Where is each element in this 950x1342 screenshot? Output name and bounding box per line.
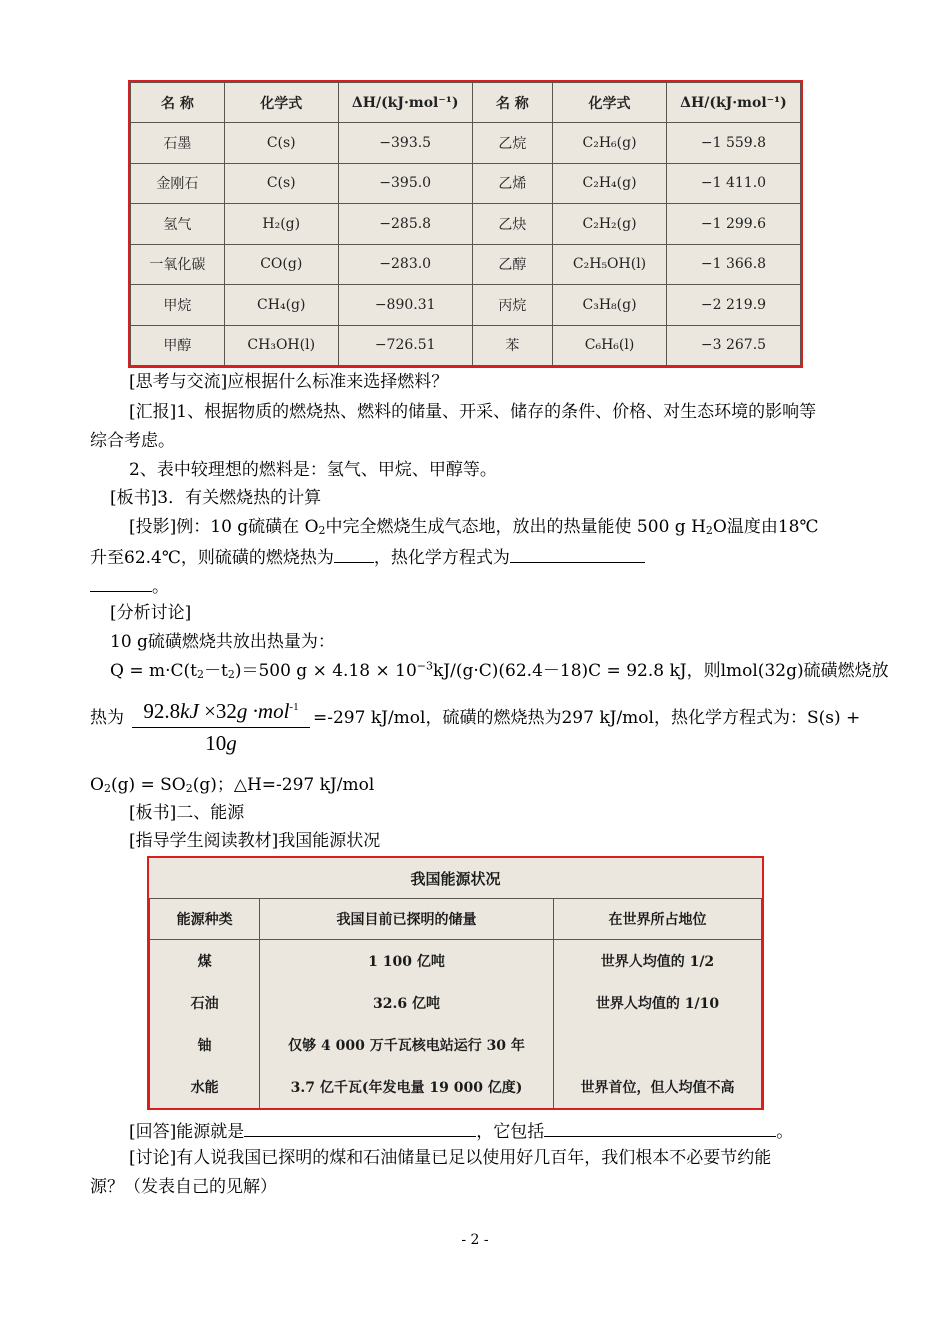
header-world-rank: 在世界所占地位 (553, 899, 761, 940)
table-cell: −395.0 (338, 163, 472, 204)
table-cell: 乙炔 (472, 204, 552, 245)
table-cell: CO(g) (224, 244, 338, 285)
subscript: 2 (103, 782, 111, 795)
fraction-bar (132, 727, 310, 728)
table-cell: 乙烷 (472, 123, 552, 164)
table-cell (553, 1024, 761, 1066)
report-line-2: 2、表中较理想的燃料是：氢气、甲烷、甲醇等。 (129, 460, 497, 480)
table-cell: −726.51 (338, 325, 472, 366)
table-cell: −3 267.5 (666, 325, 800, 366)
table-header-row (150, 899, 762, 940)
header-formula-1: 化学式 (224, 83, 338, 123)
combustion-heat-table (128, 80, 803, 368)
table-cell: 煤 (150, 940, 260, 983)
heat-calculation-line (110, 659, 889, 683)
table-cell: C₆H₆(l) (553, 325, 667, 366)
projection-example-line-1 (129, 515, 819, 539)
think-exchange: [思考与交流]应根据什么标准来选择燃料？ (129, 372, 449, 392)
table-row (131, 244, 801, 285)
subscript: 2 (185, 782, 193, 795)
heat-result-line: =-297 kJ/mol，硫磺的燃烧热为297 kJ/mol，热化学方程式为：S(s) + (313, 708, 861, 728)
subscript: 2 (227, 668, 235, 681)
fraction-denominator (132, 730, 310, 756)
text-fragment: g (226, 731, 237, 755)
superscript: −3 (416, 659, 433, 673)
table-cell: C₂H₄(g) (553, 163, 667, 204)
table-row (131, 204, 801, 245)
text-fragment: (g) = SO (110, 775, 186, 795)
text-fragment: 92.8 (143, 699, 181, 723)
text-fragment: 。 (152, 577, 169, 597)
fraction-numerator (132, 698, 310, 724)
table-cell: 世界人均值的 1/10 (553, 982, 761, 1024)
table-cell: 乙醇 (472, 244, 552, 285)
table-cell: C₂H₂(g) (553, 204, 667, 245)
projection-example-line-3 (90, 573, 169, 599)
discussion-line-1: [讨论]有人说我国已探明的煤和石油储量已足以使用好几百年，我们根本不必要节约能 (129, 1148, 772, 1168)
table-cell: C₃H₈(g) (553, 285, 667, 326)
discussion-line-2: 源？（发表自己的见解） (90, 1177, 277, 1197)
table-cell: −393.5 (338, 123, 472, 164)
guide-reading-line: [指导学生阅读教材]我国能源状况 (129, 831, 381, 851)
blank-thermo-equation-cont[interactable] (90, 573, 152, 592)
table-row (150, 1024, 762, 1066)
text-fragment: [回答]能源就是 (129, 1122, 245, 1142)
heat-prefix: 热为 (90, 708, 124, 728)
table-cell: 一氧化碳 (131, 244, 225, 285)
table-cell: 金刚石 (131, 163, 225, 204)
table-cell: −2 219.9 (666, 285, 800, 326)
report-line-1-cont: 综合考虑。 (90, 431, 175, 451)
projection-example-line-2 (90, 544, 645, 570)
text-fragment: ，热化学方程式为 (373, 548, 510, 568)
thermo-equation-line (90, 773, 374, 797)
table-cell: −1 559.8 (666, 123, 800, 164)
table-caption-row (150, 858, 762, 899)
table-cell: 苯 (472, 325, 552, 366)
table-cell: 水能 (150, 1066, 260, 1108)
superscript: -1 (289, 701, 299, 713)
text-fragment: O (90, 775, 104, 795)
table-row (131, 163, 801, 204)
blank-energy-definition[interactable] (244, 1118, 476, 1137)
table-cell: −285.8 (338, 204, 472, 245)
board-energy-heading: [板书]二、能源 (129, 803, 245, 823)
table-cell: 石墨 (131, 123, 225, 164)
table-cell: CH₄(g) (224, 285, 338, 326)
table-row (150, 982, 762, 1024)
blank-combustion-heat[interactable] (334, 544, 374, 563)
answer-line (129, 1118, 793, 1144)
header-energy-type: 能源种类 (150, 899, 260, 940)
text-fragment: Q = m·C(t (110, 661, 197, 681)
text-fragment: ×32 (198, 699, 237, 723)
subscript: 2 (705, 524, 713, 537)
table-cell: 世界首位，但人均值不高 (553, 1066, 761, 1108)
header-dh-1: ΔH/(kJ·mol⁻¹) (338, 83, 472, 123)
text-fragment: 10 (205, 731, 227, 755)
table-cell: −890.31 (338, 285, 472, 326)
header-reserves: 我国目前已探明的储量 (260, 899, 554, 940)
table-title: 我国能源状况 (150, 858, 762, 899)
text-fragment: kJ/(g·C)(62.4－18)C = 92.8 kJ，则lmol(32g)硫磺燃烧放 (433, 661, 889, 681)
text-fragment: －t (203, 661, 228, 681)
table-cell: 世界人均值的 1/2 (553, 940, 761, 983)
text-fragment: g (236, 699, 248, 723)
table-row (131, 325, 801, 366)
text-fragment: 。 (776, 1122, 794, 1142)
table-row (131, 285, 801, 326)
header-formula-2: 化学式 (553, 83, 667, 123)
table-cell: CH₃OH(l) (224, 325, 338, 366)
table-cell: 乙烯 (472, 163, 552, 204)
energy-status-table (147, 856, 764, 1110)
table-cell: 32.6 亿吨 (260, 982, 554, 1024)
table-row (131, 123, 801, 164)
heat-released-line: 10 g硫磺燃烧共放出热量为： (110, 632, 335, 652)
table-cell: −283.0 (338, 244, 472, 285)
table-cell: 氢气 (131, 204, 225, 245)
subscript: 2 (196, 668, 204, 681)
table-cell: 丙烷 (472, 285, 552, 326)
header-dh-2: ΔH/(kJ·mol⁻¹) (666, 83, 800, 123)
table-cell: 甲烷 (131, 285, 225, 326)
table-header-row (131, 83, 801, 123)
table-cell: H₂(g) (224, 204, 338, 245)
text-fragment: (g)；△H=-297 kJ/mol (192, 775, 375, 795)
text-fragment: )＝500 g × 4.18 × 10 (234, 661, 417, 681)
text-fragment: ·mol (247, 699, 290, 723)
header-name-2: 名 称 (472, 83, 552, 123)
header-name-1: 名 称 (131, 83, 225, 123)
text-fragment: kJ (180, 699, 199, 723)
table-cell: C(s) (224, 163, 338, 204)
table-cell: 铀 (150, 1024, 260, 1066)
text-fragment: 中完全燃烧生成气态地，放出的热量能使 500 g H (325, 517, 706, 537)
subscript: 2 (318, 524, 326, 537)
table-cell: 甲醇 (131, 325, 225, 366)
report-line-1: [汇报]1、根据物质的燃烧热、燃料的储量、开采、储存的条件、价格、对生态环境的影响等 (129, 402, 817, 422)
text-fragment: O温度由18℃ (712, 517, 819, 537)
table-cell: −1 411.0 (666, 163, 800, 204)
text-fragment: ，它包括 (476, 1122, 545, 1142)
table-cell: 仅够 4 000 万千瓦核电站运行 30 年 (260, 1024, 554, 1066)
table-cell: 1 100 亿吨 (260, 940, 554, 983)
analysis-heading: [分析讨论] (110, 603, 192, 623)
table-cell: C₂H₅OH(l) (553, 244, 667, 285)
table-row (150, 1066, 762, 1108)
table-cell: C₂H₆(g) (553, 123, 667, 164)
table-cell: C(s) (224, 123, 338, 164)
page-number: - 2 - (461, 1232, 489, 1248)
table-cell: 3.7 亿千瓦(年发电量 19 000 亿度) (260, 1066, 554, 1108)
text-fragment: [投影]例：10 g硫磺在 O (129, 517, 319, 537)
table-cell: −1 299.6 (666, 204, 800, 245)
text-fragment: 升至62.4℃，则硫磺的燃烧热为 (90, 548, 334, 568)
table-row (150, 940, 762, 983)
blank-thermo-equation[interactable] (510, 544, 645, 563)
table-cell: 石油 (150, 982, 260, 1024)
heat-fraction (132, 698, 310, 758)
blank-energy-includes[interactable] (544, 1118, 776, 1137)
table-cell: −1 366.8 (666, 244, 800, 285)
board-calc-heading: [板书]3．有关燃烧热的计算 (110, 488, 322, 508)
